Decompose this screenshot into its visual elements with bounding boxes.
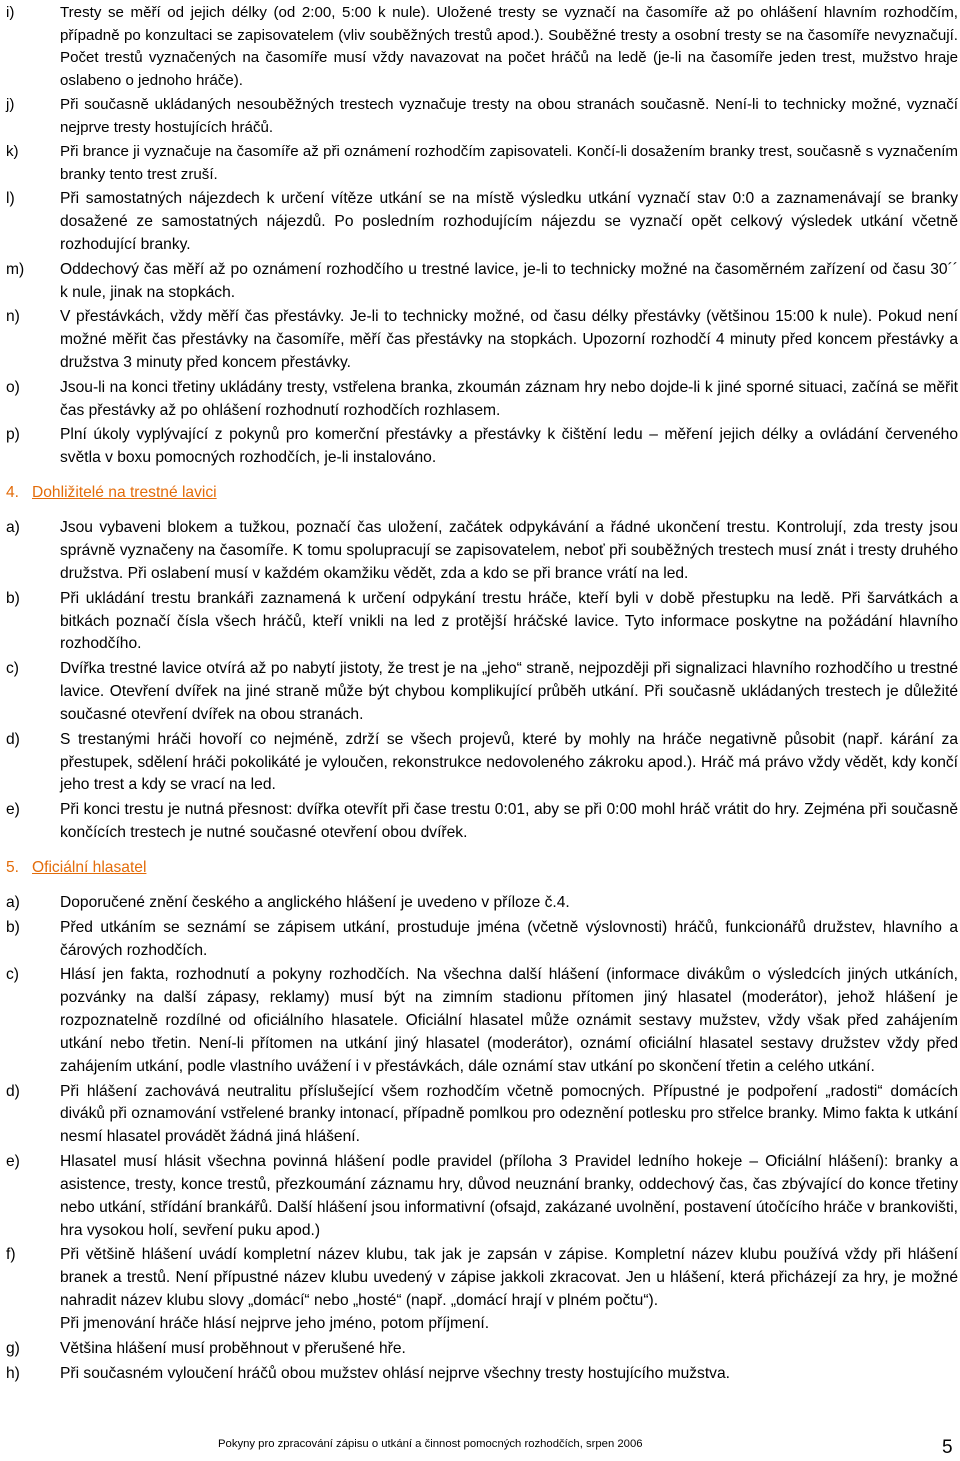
item-label: e)	[6, 1153, 20, 1171]
item-label: h)	[6, 1364, 20, 1382]
item-text: Jsou vybaveni blokem a tužkou, poznačí čas uložení, začátek odpykávání a řádné ukončení trestu. Kontrolují, zda tresty jsou správně vyznačeny na časomíře. K tomu spolupracují se zapisovatelem, neboť při souběžných trestech musí znát i tresty druhého družstva. Při oslabení musí v každém okamžiku vědět, zda a kdo se při brance vrátí na led.	[60, 519, 958, 582]
item-text: Při hlášení zachovává neutralitu příslušející všem rozhodčím včetně pomocných. Přípustné je podpoření „radosti“ domácích diváků při oznamování vstřelené branky intonací, případně pomlkou pro odeznění potlesku pro střelce branky. Mimo fakta k utkání nesmí hlasatel provádět žádná jiná hlášení.	[60, 1082, 958, 1146]
section-heading-5	[6, 857, 958, 880]
section-title: Oficiální hlasatel	[32, 858, 147, 876]
item-label: g)	[6, 1339, 20, 1357]
item-text: S trestanými hráči hovoří co nejméně, zdrží se všech projevů, které by mohly na hráče negativně působit (např. kárání za přestupek, sdělení hráči pokolikáté je vyloučen, rekonstrukce nedovoleného zákroku apod.). Hráč má právo vždy vědět, kdy končí jeho trest a kdy se vrací na led.	[60, 730, 958, 794]
list-item	[6, 658, 958, 727]
item-label: p)	[6, 426, 20, 444]
item-text: Jsou-li na konci třetiny ukládány tresty, vstřelena branka, zkoumán záznam hry nebo dojde-li k jiné sporné situaci, začíná se měřit čas přestávky až po ohlášení rozhodnutí rozhodčích rozhlasem.	[60, 378, 958, 419]
list-item	[6, 588, 958, 657]
item-label: m)	[6, 260, 25, 278]
item-label: a)	[6, 893, 20, 911]
section-title: Dohližitelé na trestné lavici	[32, 484, 217, 502]
list-item	[6, 141, 958, 186]
item-text: Při samostatných nájezdech k určení vítěze utkání se na místě výsledku utkání vyznačí stav 0:0 a zaznamenávají se branky dosažené ze samostatných nájezdů. Po posledním rozhodujícím nájezdu se vyznačí opět celkový výsledek utkání včetně rozhodující branky.	[60, 190, 958, 253]
list-item	[6, 917, 958, 963]
section-number: 5.	[6, 858, 20, 876]
item-label: k)	[6, 143, 19, 161]
item-label: j)	[6, 96, 15, 114]
item-text: Doporučené znění českého a anglického hlášení je uvedeno v příloze č.4.	[60, 893, 570, 911]
list-item	[6, 1081, 958, 1150]
list-item	[6, 964, 958, 1079]
item-text: Plní úkoly vyplývající z pokynů pro komerční přestávky a přestávky k čištění ledu – měření jejich délky a ovládání červeného světla v boxu pomocných rozhodčích, je-li instalováno.	[60, 426, 958, 467]
item-text: Před utkáním se seznámí se zápisem utkání, prostuduje jména (včetně výslovnosti) hráčů, funkcionářů družstev, hlavního a čárových rozhodčích.	[60, 918, 958, 959]
page-number: 5	[942, 1437, 953, 1458]
list-item	[6, 1338, 958, 1361]
item-text: Hlásí jen fakta, rozhodnutí a pokyny rozhodčích. Na všechna další hlášení (informace divákům o výsledcích jiných utkáních, pozvánky na další zápasy, reklamy) musí být na zimním stadionu přítomen jiný hlasatel (moderátor), jehož hlášení je rozpoznatelně rozdílné od oficiálního hlasatele. Oficiální hlasatel může oznámit sestavy mužstev, vždy však před zahájením utkání nebo třetin. Není-li přítomen na utkání jiný hlasatel (moderátor), oznámí oficiální hlasatel sestavy družstev vždy před zahájením utkání, podle vlastního uvážení i v přestávkách, dále oznámí stav utkání po skončení třetin a celého utkání.	[60, 966, 958, 1075]
list-item	[6, 94, 958, 139]
item-text: Při většině hlášení uvádí kompletní název klubu, tak jak je zapsán v zápise. Kompletní název klubu používá vždy při hlášení branek a trestů. Není přípustné název klubu uvedený v zápise jakkoli zkracovat. Jen u hlášení, která přicházejí za hry, je možné nahradit název klubu slovy „domácí“ nebo „hosté“ (např. „domácí hrají v plném počtu“).	[60, 1246, 958, 1310]
item-label: c)	[6, 966, 19, 984]
item-text: Při současně ukládaných nesouběžných trestech vyznačuje tresty na obou stranách současně. Není-li to technicky možné, vyznačí nejprve tresty hostujících hráčů.	[60, 96, 958, 136]
item-text: Hlasatel musí hlásit všechna povinná hlášení podle pravidel (příloha 3 Pravidel ledního hokeje – Oficiální hlášení): branky a asistence, tresty, konce trestů, přezkoumání záznamu hry, důvod neuznání branky, oddechový čas, čas zbývající do konce třetiny nebo utkání, střídání brankářů. Další hlášení jsou informativní (ofsajd, zakázané uvolnění, postavení útočícího hráče v brankovišti, hra vysokou holí, sevření puku apod.)	[60, 1153, 958, 1239]
item-label: o)	[6, 378, 20, 396]
item-label: d)	[6, 730, 20, 748]
page-footer: Pokyny pro zpracování zápisu o utkání a činnost pomocných rozhodčích, srpen 2006	[218, 1438, 643, 1450]
section-number: 4.	[6, 484, 20, 502]
item-label: n)	[6, 308, 20, 326]
list-item	[6, 1151, 958, 1243]
list-item	[6, 1363, 958, 1386]
list-item	[6, 2, 958, 92]
item-text: Oddechový čas měří až po oznámení rozhodčího u trestné lavice, je-li to technicky možné na časoměrném zařízení od času 30´´ k nule, jinak na stopkách.	[60, 260, 958, 301]
item-label: a)	[6, 519, 20, 537]
item-text: Při brance ji vyznačuje na časomíře až při oznámení rozhodčím zapisovateli. Končí-li dosažením branky trest, současně s vyznačením branky tento trest zruší.	[60, 143, 958, 183]
item-text: Při současném vyloučení hráčů obou mužstev ohlásí nejprve všechny tresty hostujícího mužstva.	[60, 1364, 730, 1382]
item-label: e)	[6, 801, 20, 819]
list-item	[6, 424, 958, 470]
item-text: Tresty se měří od jejich délky (od 2:00, 5:00 k nule). Uložené tresty se vyznačí na časomíře až po ohlášení hlavním rozhodčím, případně po konzultaci se zapisovatelem (vliv souběžných trestů apod.). Souběžné tresty a osobní tresty se na časomíře nevyznačují. Počet trestů vyznačených na časomíře musí vždy navazovat na počet hráčů na ledě (je-li na časomíře jeden trest, mužstvo hraje oslabeno o jednoho hráče).	[60, 4, 958, 89]
item-text: Při konci trestu je nutná přesnost: dvířka otevřít při čase trestu 0:01, aby se při 0:00 mohl hráč vrátit do hry. Zejména při současně končících trestech je nutné současné otevření obou dvířek.	[60, 801, 958, 842]
item-label: f)	[6, 1246, 16, 1264]
item-label: c)	[6, 660, 19, 678]
section-heading-4	[6, 482, 958, 505]
list-item	[6, 1244, 958, 1336]
item-text: Většina hlášení musí proběhnout v přerušené hře.	[60, 1339, 406, 1357]
item-label: b)	[6, 589, 20, 607]
item-label: i)	[6, 4, 15, 21]
list-item	[6, 259, 958, 305]
list-item	[6, 799, 958, 845]
list-item	[6, 729, 958, 798]
list-item	[6, 377, 958, 423]
list-item	[6, 892, 958, 915]
document-content	[6, 2, 958, 1387]
item-extra-text: Při jmenování hráče hlásí nejprve jeho jméno, potom příjmení.	[60, 1315, 490, 1333]
list-item	[6, 517, 958, 586]
item-text: Dvířka trestné lavice otvírá až po nabytí jistoty, že trest je na „jeho“ straně, nejpozději při signalizaci hlavního rozhodčího u trestné lavice. Otevření dvířek na jiné straně může být chybou komplikující průběh utkání. Při současně ukládaných trestech je důležité současné otevření dvířek na obou stranách.	[60, 660, 958, 723]
item-text: V přestávkách, vždy měří čas přestávky. Je-li to technicky možné, od času délky přestávky (většinou 15:00 k nule). Pokud není možné měřit čas přestávky na časomíře, měří čas přestávky na stopkách. Upozorní rozhodčí 4 minuty před koncem přestávky a družstva 3 minuty před koncem přestávky.	[60, 308, 958, 372]
list-item	[6, 188, 958, 257]
item-text: Při ukládání trestu brankáři zaznamená k určení odpykání trestu hráče, kteří byli v době přestupku na ledě. Při šarvátkách a bitkách poznačí čísla všech hráčů, kteří vnikli na led z protější hráčské lavice. Tyto informace poskytne na požádání hlavního rozhodčího.	[60, 589, 958, 653]
list-item	[6, 306, 958, 375]
item-label: d)	[6, 1082, 20, 1100]
item-label: b)	[6, 918, 20, 936]
item-label: l)	[6, 190, 15, 208]
